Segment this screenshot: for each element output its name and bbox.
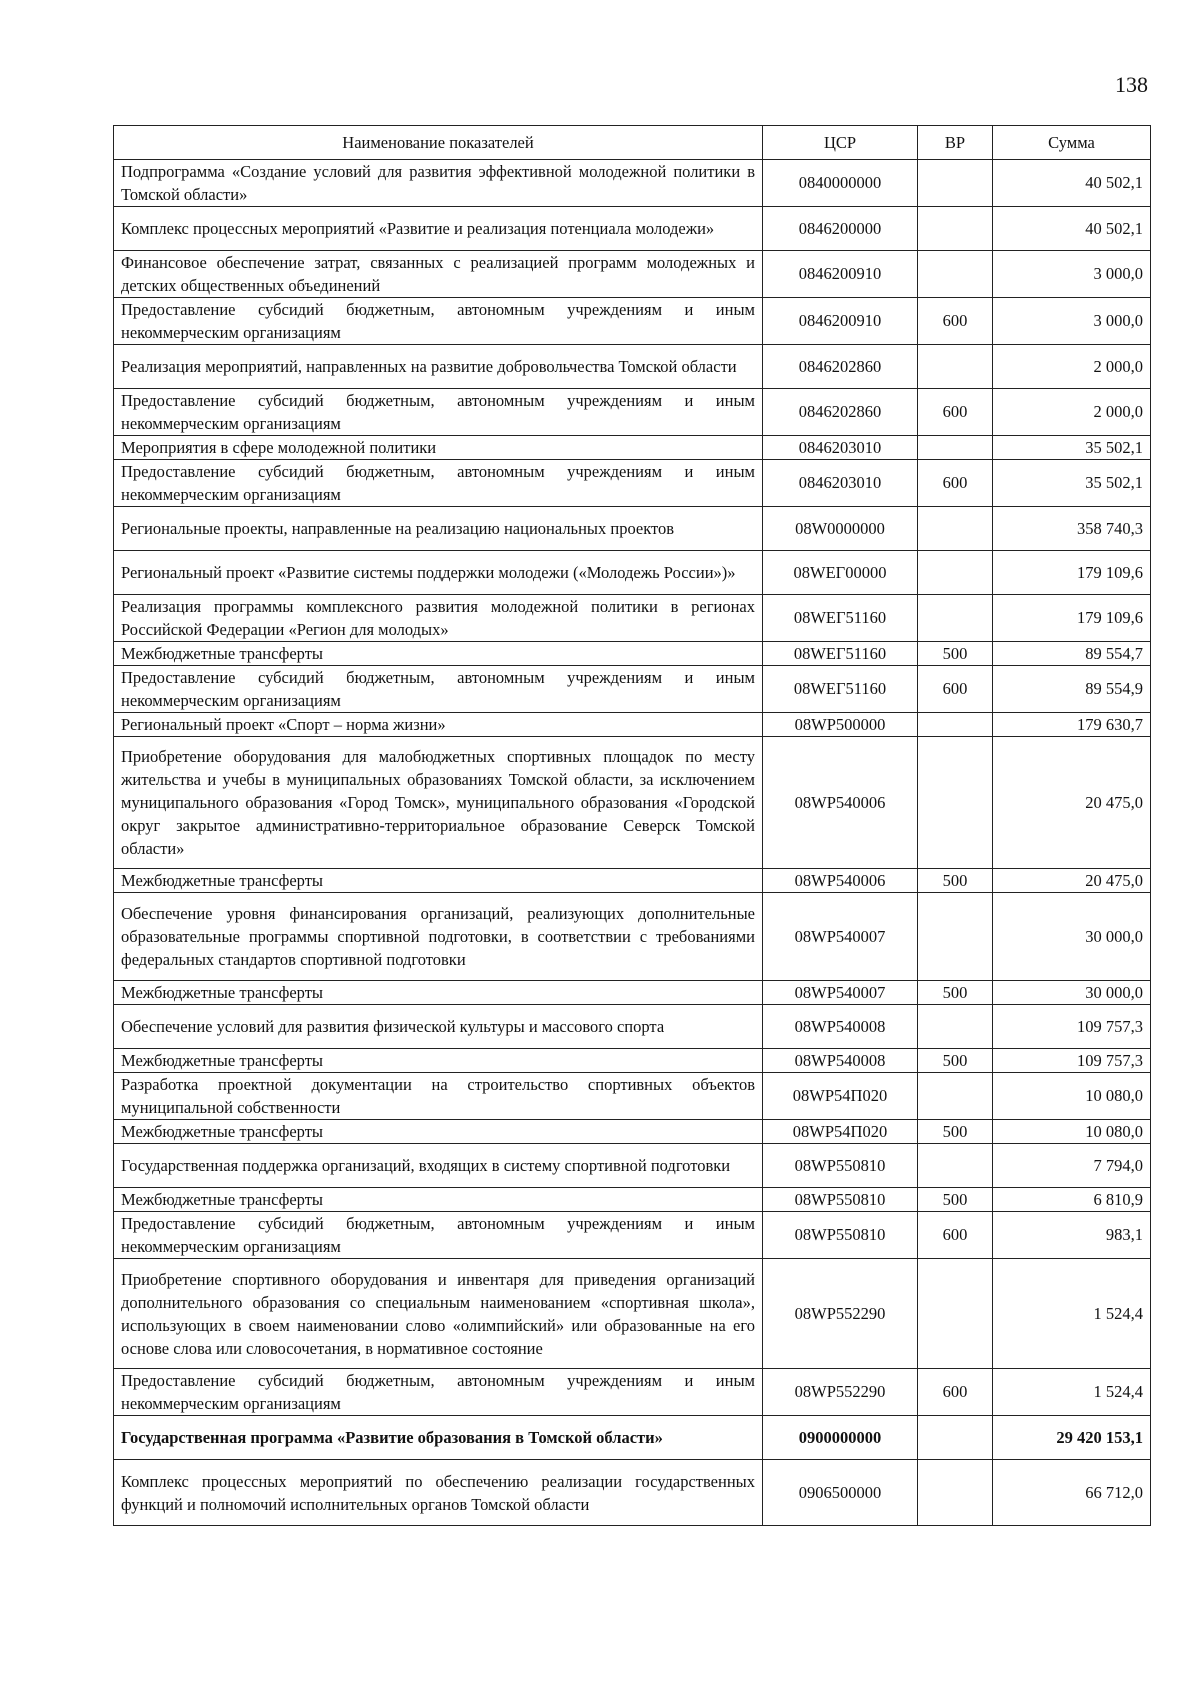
row-sum: 40 502,1 xyxy=(993,207,1151,251)
row-vr xyxy=(918,1005,993,1049)
row-sum: 89 554,7 xyxy=(993,642,1151,666)
row-sum: 7 794,0 xyxy=(993,1144,1151,1188)
row-name: Предоставление субсидий бюджетным, автономным учреждениям и иным некоммерческим организациям xyxy=(114,666,763,713)
row-vr xyxy=(918,1460,993,1526)
row-vr xyxy=(918,507,993,551)
table-row xyxy=(114,389,1151,436)
row-csr: 0840000000 xyxy=(763,160,918,207)
table-row xyxy=(114,981,1151,1005)
page-number: 138 xyxy=(1115,72,1148,97)
row-name: Комплекс процессных мероприятий «Развитие и реализация потенциала молодежи» xyxy=(114,207,763,251)
row-csr: 08WP540007 xyxy=(763,893,918,981)
row-vr xyxy=(918,1144,993,1188)
row-vr: 500 xyxy=(918,1188,993,1212)
row-vr: 500 xyxy=(918,642,993,666)
row-vr: 600 xyxy=(918,460,993,507)
row-name: Предоставление субсидий бюджетным, автономным учреждениям и иным некоммерческим организациям xyxy=(114,460,763,507)
row-name: Финансовое обеспечение затрат, связанных с реализацией программ молодежных и детских общественных объединений xyxy=(114,251,763,298)
row-vr: 500 xyxy=(918,869,993,893)
row-csr: 08WP552290 xyxy=(763,1369,918,1416)
row-sum: 35 502,1 xyxy=(993,436,1151,460)
row-vr: 500 xyxy=(918,1120,993,1144)
row-sum: 6 810,9 xyxy=(993,1188,1151,1212)
header-vr: ВР xyxy=(918,126,993,160)
row-csr: 08WP550810 xyxy=(763,1212,918,1259)
row-sum: 2 000,0 xyxy=(993,389,1151,436)
row-name: Региональный проект «Развитие системы поддержки молодежи («Молодежь России»)» xyxy=(114,551,763,595)
table-row xyxy=(114,1005,1151,1049)
table-row xyxy=(114,642,1151,666)
row-sum: 20 475,0 xyxy=(993,869,1151,893)
table-row xyxy=(114,551,1151,595)
row-csr: 0846203010 xyxy=(763,460,918,507)
row-name: Региональные проекты, направленные на реализацию национальных проектов xyxy=(114,507,763,551)
row-name: Предоставление субсидий бюджетным, автономным учреждениям и иным некоммерческим организациям xyxy=(114,389,763,436)
row-sum: 3 000,0 xyxy=(993,251,1151,298)
row-name: Подпрограмма «Создание условий для развития эффективной молодежной политики в Томской области» xyxy=(114,160,763,207)
row-csr: 0906500000 xyxy=(763,1460,918,1526)
row-sum: 109 757,3 xyxy=(993,1049,1151,1073)
table-row xyxy=(114,345,1151,389)
row-vr xyxy=(918,551,993,595)
row-sum: 2 000,0 xyxy=(993,345,1151,389)
row-name: Мероприятия в сфере молодежной политики xyxy=(114,436,763,460)
row-vr: 600 xyxy=(918,298,993,345)
row-csr: 08WP54П020 xyxy=(763,1073,918,1120)
row-name: Реализация мероприятий, направленных на развитие добровольчества Томской области xyxy=(114,345,763,389)
table-row xyxy=(114,1259,1151,1369)
row-name: Межбюджетные трансферты xyxy=(114,981,763,1005)
row-csr: 08WP552290 xyxy=(763,1259,918,1369)
row-name: Обеспечение условий для развития физической культуры и массового спорта xyxy=(114,1005,763,1049)
row-vr: 500 xyxy=(918,981,993,1005)
row-csr: 08WP540006 xyxy=(763,869,918,893)
header-sum: Сумма xyxy=(993,126,1151,160)
row-sum: 983,1 xyxy=(993,1212,1151,1259)
row-sum: 10 080,0 xyxy=(993,1120,1151,1144)
table-row xyxy=(114,893,1151,981)
row-csr: 0846200910 xyxy=(763,251,918,298)
table-row xyxy=(114,1369,1151,1416)
table-row xyxy=(114,1212,1151,1259)
row-name: Межбюджетные трансферты xyxy=(114,642,763,666)
row-vr: 600 xyxy=(918,666,993,713)
row-vr xyxy=(918,1416,993,1460)
row-name: Приобретение спортивного оборудования и инвентаря для приведения организаций дополнительного образования со специальным наименованием «спортивная школа», использующих в своем наименовании слово «олимпийский» или образованные на его основе слова или словосочетания, в нормативное состояние xyxy=(114,1259,763,1369)
row-csr: 08WP54П020 xyxy=(763,1120,918,1144)
row-vr xyxy=(918,595,993,642)
row-sum: 66 712,0 xyxy=(993,1460,1151,1526)
row-name: Предоставление субсидий бюджетным, автономным учреждениям и иным некоммерческим организациям xyxy=(114,1369,763,1416)
table-row xyxy=(114,1460,1151,1526)
row-sum: 89 554,9 xyxy=(993,666,1151,713)
row-vr xyxy=(918,1073,993,1120)
table-row xyxy=(114,507,1151,551)
table-row xyxy=(114,251,1151,298)
row-csr: 0846200910 xyxy=(763,298,918,345)
row-name: Предоставление субсидий бюджетным, автономным учреждениям и иным некоммерческим организациям xyxy=(114,298,763,345)
row-vr xyxy=(918,893,993,981)
row-vr: 600 xyxy=(918,389,993,436)
header-name: Наименование показателей xyxy=(114,126,763,160)
row-sum: 3 000,0 xyxy=(993,298,1151,345)
row-sum: 109 757,3 xyxy=(993,1005,1151,1049)
row-csr: 0846200000 xyxy=(763,207,918,251)
table-row xyxy=(114,160,1151,207)
row-sum: 20 475,0 xyxy=(993,737,1151,869)
row-sum: 30 000,0 xyxy=(993,893,1151,981)
row-csr: 08WЕГ51160 xyxy=(763,595,918,642)
row-sum: 35 502,1 xyxy=(993,460,1151,507)
row-name: Приобретение оборудования для малобюджетных спортивных площадок по месту жительства и учебы в муниципальных образованиях Томской области, за исключением муниципального образования «Город Томск», муниципального образования «Городской округ закрытое административно-территориальное образование Северск Томской области» xyxy=(114,737,763,869)
table-row xyxy=(114,737,1151,869)
row-name: Комплекс процессных мероприятий по обеспечению реализации государственных функций и полномочий исполнительных органов Томской области xyxy=(114,1460,763,1526)
header-csr: ЦСР xyxy=(763,126,918,160)
row-sum: 10 080,0 xyxy=(993,1073,1151,1120)
table-row xyxy=(114,595,1151,642)
row-sum: 29 420 153,1 xyxy=(993,1416,1151,1460)
row-sum: 40 502,1 xyxy=(993,160,1151,207)
table-row xyxy=(114,460,1151,507)
row-vr xyxy=(918,207,993,251)
table-row xyxy=(114,1120,1151,1144)
table-header-row xyxy=(114,126,1151,160)
row-csr: 0846202860 xyxy=(763,345,918,389)
row-name: Межбюджетные трансферты xyxy=(114,869,763,893)
row-vr: 600 xyxy=(918,1212,993,1259)
row-vr xyxy=(918,160,993,207)
row-sum: 179 109,6 xyxy=(993,551,1151,595)
row-name: Региональный проект «Спорт – норма жизни» xyxy=(114,713,763,737)
row-name: Обеспечение уровня финансирования организаций, реализующих дополнительные образовательные программы спортивной подготовки, в соответствии с требованиями федеральных стандартов спортивной подготовки xyxy=(114,893,763,981)
row-vr xyxy=(918,713,993,737)
row-name: Межбюджетные трансферты xyxy=(114,1049,763,1073)
table-row xyxy=(114,713,1151,737)
row-name: Межбюджетные трансферты xyxy=(114,1188,763,1212)
row-sum: 179 630,7 xyxy=(993,713,1151,737)
row-csr: 08WP540008 xyxy=(763,1049,918,1073)
table-row xyxy=(114,1416,1151,1460)
row-vr: 500 xyxy=(918,1049,993,1073)
table-row xyxy=(114,1144,1151,1188)
row-csr: 0846203010 xyxy=(763,436,918,460)
row-vr xyxy=(918,251,993,298)
row-csr: 08WЕГ00000 xyxy=(763,551,918,595)
row-csr: 08WP550810 xyxy=(763,1188,918,1212)
row-name: Межбюджетные трансферты xyxy=(114,1120,763,1144)
row-sum: 1 524,4 xyxy=(993,1259,1151,1369)
table-row xyxy=(114,298,1151,345)
row-csr: 08WP500000 xyxy=(763,713,918,737)
row-vr xyxy=(918,345,993,389)
row-csr: 08WP540006 xyxy=(763,737,918,869)
row-sum: 1 524,4 xyxy=(993,1369,1151,1416)
row-name: Государственная программа «Развитие образования в Томской области» xyxy=(114,1416,763,1460)
row-vr xyxy=(918,1259,993,1369)
table-row xyxy=(114,1049,1151,1073)
row-csr: 08WЕГ51160 xyxy=(763,642,918,666)
table-row xyxy=(114,1188,1151,1212)
row-vr xyxy=(918,436,993,460)
row-name: Разработка проектной документации на строительство спортивных объектов муниципальной собственности xyxy=(114,1073,763,1120)
table-row xyxy=(114,207,1151,251)
row-csr: 08WP540007 xyxy=(763,981,918,1005)
row-vr xyxy=(918,737,993,869)
row-csr: 0846202860 xyxy=(763,389,918,436)
row-name: Реализация программы комплексного развития молодежной политики в регионах Российской Федерации «Регион для молодых» xyxy=(114,595,763,642)
row-csr: 08W0000000 xyxy=(763,507,918,551)
table-row xyxy=(114,869,1151,893)
row-csr: 0900000000 xyxy=(763,1416,918,1460)
row-sum: 30 000,0 xyxy=(993,981,1151,1005)
budget-table xyxy=(113,125,1151,1526)
row-csr: 08WP540008 xyxy=(763,1005,918,1049)
row-csr: 08WЕГ51160 xyxy=(763,666,918,713)
row-sum: 179 109,6 xyxy=(993,595,1151,642)
row-sum: 358 740,3 xyxy=(993,507,1151,551)
row-vr: 600 xyxy=(918,1369,993,1416)
table-row xyxy=(114,1073,1151,1120)
row-csr: 08WP550810 xyxy=(763,1144,918,1188)
table-row xyxy=(114,666,1151,713)
row-name: Государственная поддержка организаций, входящих в систему спортивной подготовки xyxy=(114,1144,763,1188)
table-row xyxy=(114,436,1151,460)
row-name: Предоставление субсидий бюджетным, автономным учреждениям и иным некоммерческим организациям xyxy=(114,1212,763,1259)
